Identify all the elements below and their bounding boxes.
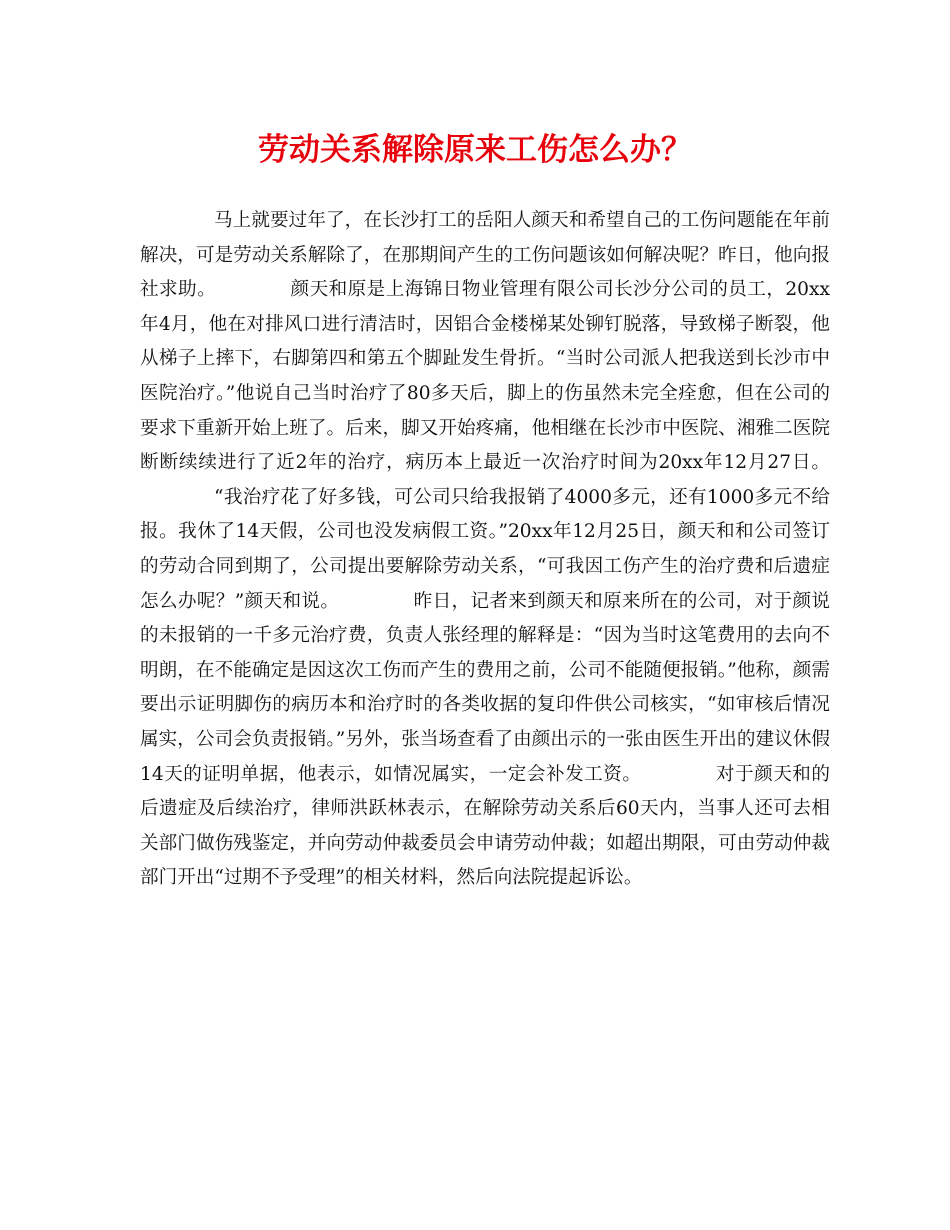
article-body bbox=[140, 204, 830, 896]
paragraph-3: “我治疗花了好多钱，可公司只给我报销了4000多元，还有1000多元不给报。我休了14天假，公司也没发病假工资。”20xx年12月25日，颜天和和公司签订的劳动合同到期了，公司提出要解除劳动关系，“可我因工伤产生的治疗费和后遗症怎么办呢？”颜天和说。 bbox=[140, 486, 830, 612]
paragraph-4: 昨日，记者来到颜天和原来所在的公司，对于颜说的未报销的一千多元治疗费，负责人张经理的解释是：“因为当时这笔费用的去向不明朗，在不能确定是因这次工伤而产生的费用之前，公司不能随便报销。”他称，颜需要出示证明脚伤的病历本和治疗时的各类收据的复印件供公司核实，“如审核后情况属实，公司会负责报销。”另外，张当场查看了由颜出示的一张由医生开出的建议休假14天的证明单据，他表示，如情况属实，一定会补发工资。 bbox=[140, 590, 830, 785]
paragraph-1: 马上就要过年了，在长沙打工的岳阳人颜天和希望自己的工伤问题能在年前解决，可是劳动关系解除了，在那期间产生的工伤问题该如何解决呢？昨日，他向报社求助。 bbox=[140, 210, 830, 301]
paragraph-5: 对于颜天和的后遗症及后续治疗，律师洪跃林表示，在解除劳动关系后60天内，当事人还可去相关部门做伤残鉴定，并向劳动仲裁委员会申请劳动仲裁；如超出期限，可由劳动仲裁部门开出“过期不予受理”的相关材料，然后向法院提起诉讼。 bbox=[140, 763, 830, 889]
page-title: 劳动关系解除原来工伤怎么办？ bbox=[258, 132, 692, 168]
paragraph-2: 颜天和原是上海锦日物业管理有限公司长沙分公司的员工，20xx年4月，他在对排风口进行清洁时，因铝合金楼梯某处铆钉脱落，导致梯子断裂，他从梯子上摔下，右脚第四和第五个脚趾发生骨折。“当时公司派人把我送到长沙市中医院治疗。”他说自己当时治疗了80多天后，脚上的伤虽然未完全痊愈，但在公司的要求下重新开始上班了。后来，脚又开始疼痛，他相继在长沙市中医院、湘雅二医院断断续续进行了近2年的治疗，病历本上最近一次治疗时间为20xx年12月27日。 bbox=[140, 279, 830, 474]
